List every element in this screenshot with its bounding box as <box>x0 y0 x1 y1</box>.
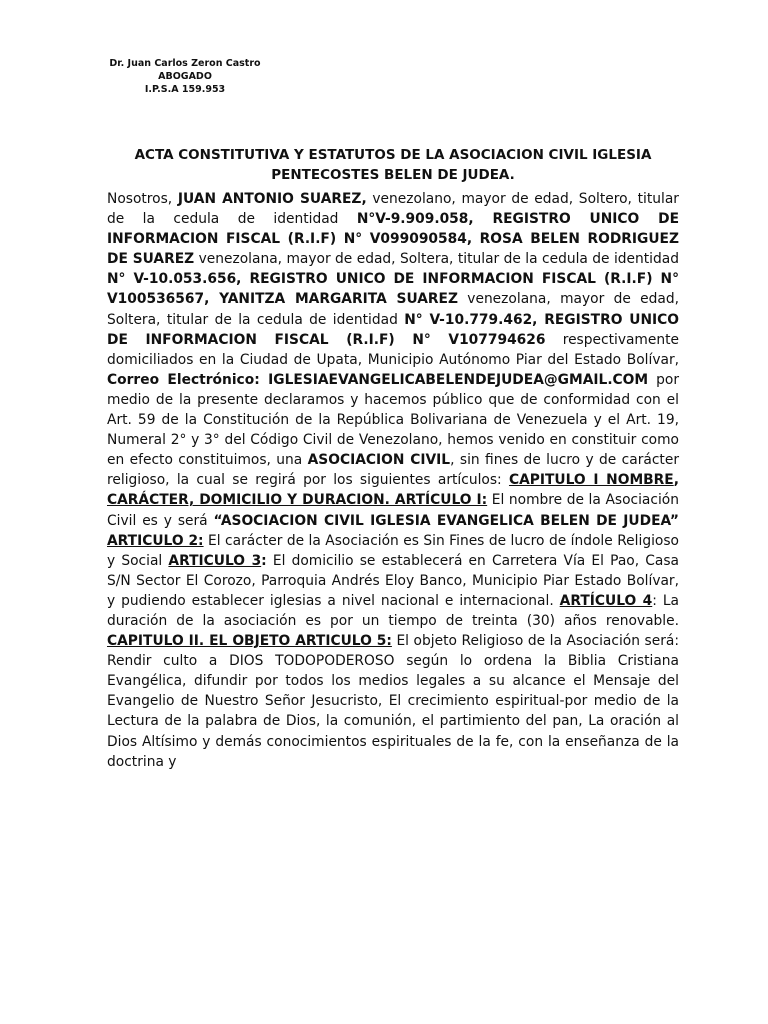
body-text-run: por medio de la presente declaramos y hacemos público que de conformidad con el Art. 59 de la Constitución de la República Bolivariana de Venezuela y el Art. 19, Numeral 2° y 3° del Código Civil de Venezolano, hemos venido en constituir como en efecto constituimos, una <box>107 371 679 469</box>
body-text-run: Nosotros, <box>107 191 178 207</box>
body-text-run: ARTICULO 3 <box>168 552 262 569</box>
body-text-run: ARTICULO 2: <box>107 532 204 549</box>
body-text-run: CAPITULO II. EL OBJETO ARTICULO 5: <box>107 633 392 650</box>
document-body <box>107 189 679 772</box>
lawyer-ipsa: I.P.S.A 159.953 <box>144 84 226 95</box>
body-text-run: , <box>673 472 679 489</box>
body-text-run: venezolana, mayor de edad, Soltera, titular de la cedula de identidad <box>194 251 679 268</box>
body-text-run: JUAN ANTONIO SUAREZ, <box>177 191 367 207</box>
body-text-run: ARTÍCULO 4 <box>559 592 653 609</box>
lawyer-name: Dr. Juan Carlos Zeron Castro <box>109 58 261 69</box>
body-text-run: : La duración de la asociación es por un tiempo de treinta (30) años renovable. <box>107 592 679 629</box>
body-text-run: El domicilio se establecerá en Carretera Vía El Pao, Casa S/N Sector El Corozo, Parroquia Andrés Eloy Banco, Municipio Piar Estado Bolívar, y pudiendo establecer iglesias a nivel nacional e internacional. <box>107 552 679 609</box>
body-text-run: El nombre de la Asociación Civil es y será <box>107 492 679 529</box>
body-text-run: “ASOCIACION CIVIL IGLESIA EVANGELICA BELEN DE JUDEA” <box>213 512 679 529</box>
body-text-run: N°V-9.909.058, REGISTRO UNICO DE INFORMACION FISCAL (R.I.F) N° V099090584, ROSA BELEN RODRIGUEZ DE SUAREZ <box>107 211 680 268</box>
body-text-run: ASOCIACION CIVIL <box>307 452 451 469</box>
body-text-run: , sin fines de lucro y de carácter religioso, la cual se regirá por los siguientes artículos: <box>107 452 679 489</box>
lawyer-title: ABOGADO <box>158 71 212 82</box>
body-text-run: N° V-10.779.462, REGISTRO UNICO DE INFORMACION FISCAL (R.I.F) N° V107794626 <box>107 311 679 348</box>
body-text-run: CARÁCTER, DOMICILIO Y DURACION. ARTÍCULO I: <box>107 492 488 509</box>
body-text-run: : <box>261 552 267 569</box>
body-text-run: El objeto Religioso de la Asociación será: Rendir culto a DIOS TODOPODEROSO según lo ordena la Biblia Cristiana Evangélica, difundir por todos los medios legales a su alcance el Mensaje del Evangelio de Nuestro Señor Jesucristo, El crecimiento espiritual-por medio de la Lectura de la palabra de Dios, la comunión, el partimiento del pan, La oración al Dios Altísimo y demás conocimientos espirituales de la fe, con la enseñanza de la doctrina y <box>107 633 679 770</box>
body-text-run: El carácter de la Asociación es Sin Fines de lucro de índole Religioso y Social <box>107 532 679 569</box>
letterhead <box>90 57 280 96</box>
body-text-run: CAPITULO I NOMBRE <box>508 472 674 489</box>
document-title-line-2: PENTECOSTES BELEN DE JUDEA. <box>271 167 515 183</box>
body-text-run: venezolano, mayor de edad, Soltero, titular de la cedula de identidad <box>107 191 679 228</box>
document-title <box>107 145 679 185</box>
body-text-run: respectivamente domiciliados en la Ciudad de Upata, Municipio Autónomo Piar del Estado Bolívar, <box>107 331 680 368</box>
body-text-run: venezolana, mayor de edad, Soltera, titular de la cedula de identidad <box>107 291 679 328</box>
document-title-line-1: ACTA CONSTITUTIVA Y ESTATUTOS DE LA ASOCIACION CIVIL IGLESIA <box>134 147 652 163</box>
body-text-run: N° V-10.053.656, REGISTRO UNICO DE INFORMACION FISCAL (R.I.F) N° V100536567, YANITZA MARGARITA SUAREZ <box>107 271 679 308</box>
body-text-run: Correo Electrónico: IGLESIAEVANGELICABELENDEJUDEA@GMAIL.COM <box>107 371 649 388</box>
